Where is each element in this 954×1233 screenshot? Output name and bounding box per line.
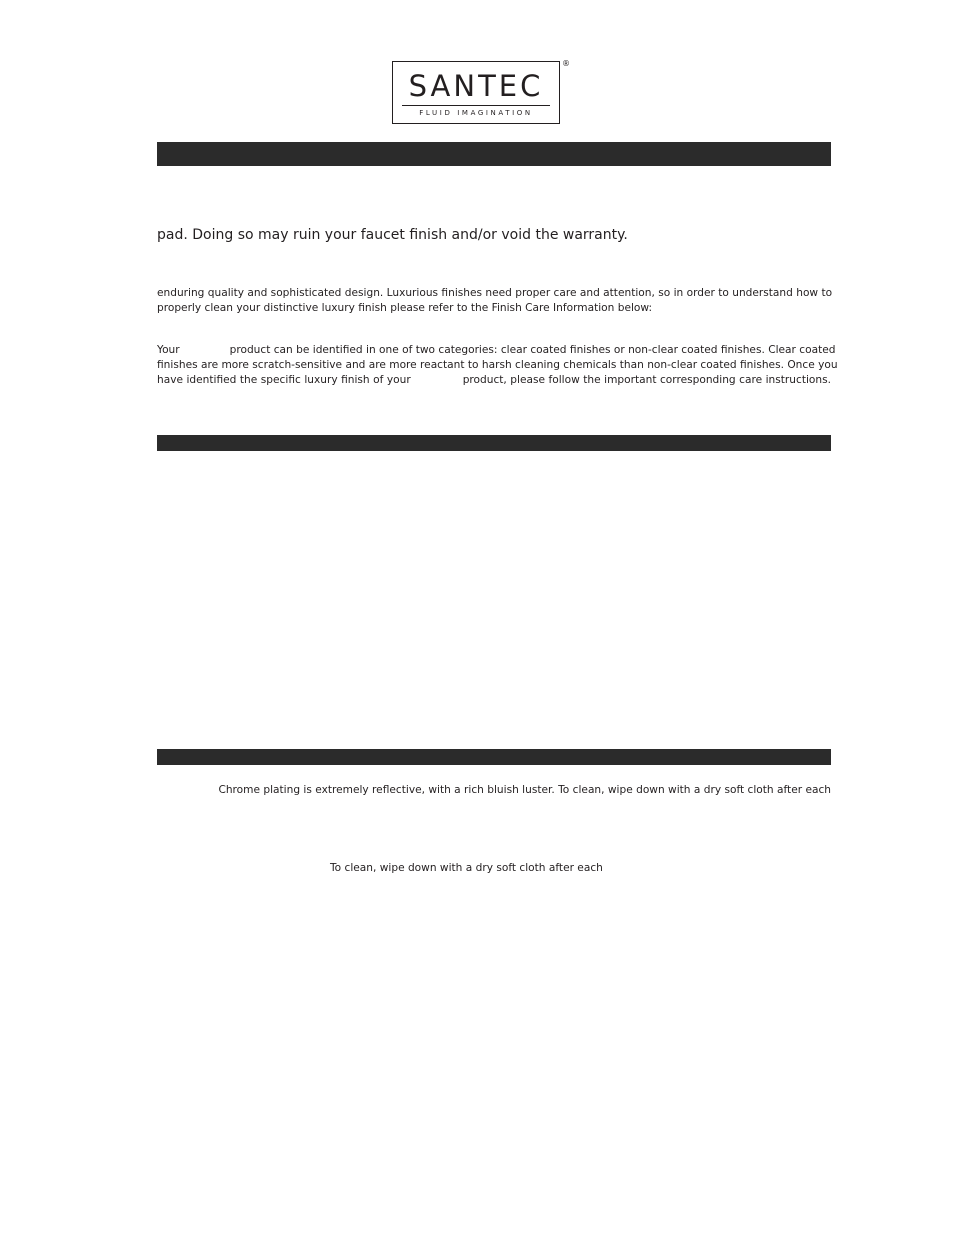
registered-trademark-icon: ®: [562, 59, 570, 68]
intro-line-2: properly clean your distinctive luxury finish please refer to the Finish Care Information below:: [157, 302, 653, 314]
categories-line-1-end: product can be identified in one of two categories: clear coated finishes or non-clear coated finishes. Clear coated: [229, 344, 836, 356]
logo-brand-name: SANTEC: [408, 69, 544, 103]
categories-line-2: finishes are more scratch-sensitive and are more reactant to harsh cleaning chemicals than non-clear coated finishes. Once you: [157, 359, 838, 371]
categories-paragraph: [157, 343, 838, 388]
categories-line-3-start: have identified the specific luxury finish of your: [157, 374, 411, 386]
categories-line-3-end: product, please follow the important corresponding care instructions.: [462, 374, 832, 386]
logo-tagline: FLUID IMAGINATION: [419, 109, 533, 117]
categories-line-1: [157, 343, 836, 358]
section-header-bar-middle: [157, 435, 831, 451]
warning-text: pad. Doing so may ruin your faucet finish and/or void the warranty.: [157, 227, 628, 243]
categories-line-1-start: Your: [157, 344, 180, 356]
intro-line-1: enduring quality and sophisticated design. Luxurious finishes need proper care and attention, so in order to understand how to: [157, 287, 833, 299]
logo-frame: [392, 61, 560, 124]
logo-divider: [402, 105, 550, 106]
second-finish-description: To clean, wipe down with a dry soft cloth after each: [330, 862, 603, 874]
intro-paragraph: [157, 286, 831, 316]
section-header-bar-top: [157, 142, 831, 166]
chrome-finish-description: Chrome plating is extremely reflective, with a rich bluish luster. To clean, wipe down with a dry soft cloth after each: [218, 784, 831, 796]
section-header-bar-bottom: [157, 749, 831, 765]
categories-line-3: [157, 373, 831, 388]
